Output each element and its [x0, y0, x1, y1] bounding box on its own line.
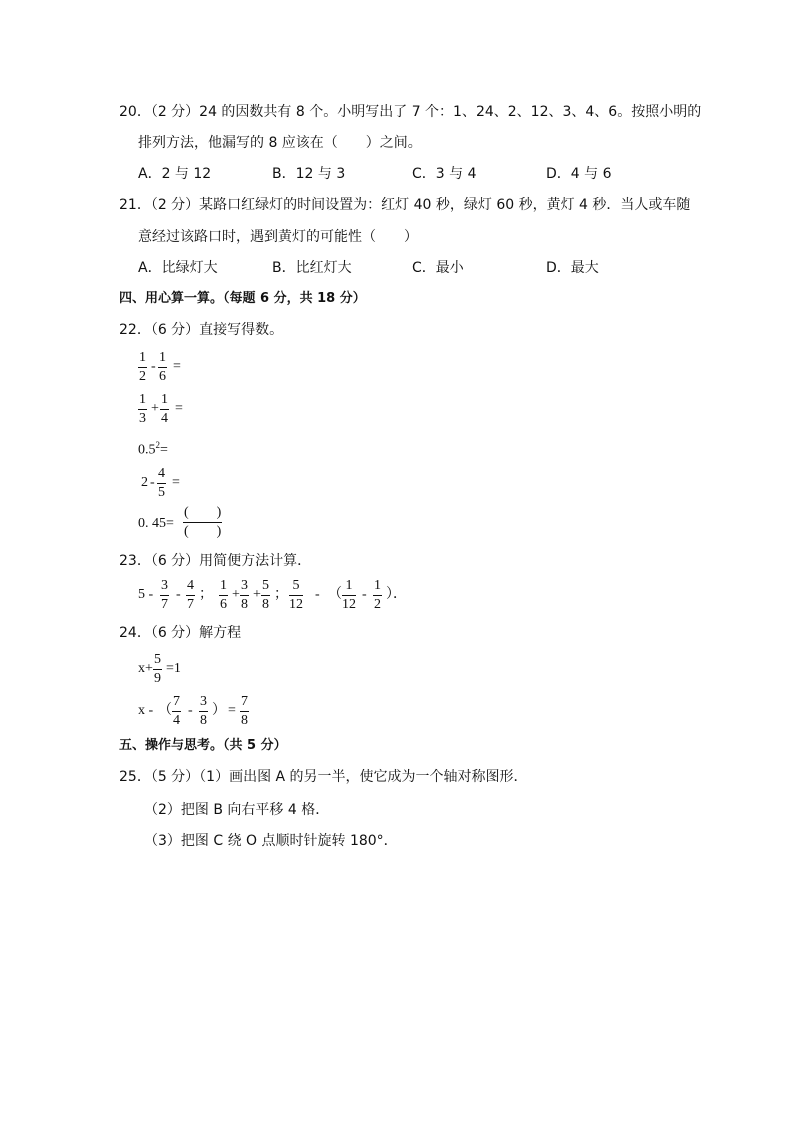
- q20-option-c: C．3 与 4: [412, 166, 477, 182]
- fraction: $\frac{5}{9}$: [154, 652, 161, 686]
- fraction: $\frac{1}{3}$: [139, 392, 146, 426]
- q21-option-d: D．最大: [546, 260, 599, 276]
- section5-title: 五、操作与思考。（共 5 分）: [119, 738, 287, 753]
- q25-line2: （2）把图 B 向右平移 4 格．: [144, 802, 330, 818]
- q20-option-a: A．2 与 12: [138, 166, 212, 182]
- q21-option-b: B．比红灯大: [272, 260, 352, 276]
- fraction: $\frac{7}{4}$: [173, 694, 180, 728]
- fraction: $\frac{7}{8}$: [241, 694, 248, 728]
- q21-line2: 意经过该路口时，遇到黄灯的可能性（ ）: [138, 229, 418, 245]
- section4-title: 四、用心算一算。（每题 6 分，共 18 分）: [119, 291, 366, 306]
- fraction: $\frac{4}{7}$: [187, 578, 194, 612]
- fraction: $\frac{1}{6}$: [220, 578, 227, 612]
- q21-option-c: C．最小: [412, 260, 464, 276]
- q20-line1: 20．（2 分）24 的因数共有 8 个。小明写出了 7 个：1、24、2、12、3、4、6。按照小明的: [119, 104, 702, 120]
- fraction: $\frac{5}{8}$: [262, 578, 269, 612]
- q25-line3: （3）把图 C 绕 O 点顺时针旋转 180°．: [144, 833, 398, 849]
- q21-option-a: A．比绿灯大: [138, 260, 218, 276]
- q22-title: 22．（6 分）直接写得数。: [119, 322, 284, 338]
- q24-title: 24．（6 分）解方程: [119, 625, 242, 641]
- fraction: $\frac{3}{8}$: [241, 578, 248, 612]
- fraction: $\frac{3}{8}$: [200, 694, 207, 728]
- fraction: $\frac{3}{7}$: [161, 578, 168, 612]
- fraction: $\frac{1}{4}$: [161, 392, 168, 426]
- q20-option-b: B．12 与 3: [272, 166, 346, 182]
- fraction: $\frac{5}{12}$: [289, 578, 303, 612]
- q20-line2: 排列方法，他漏写的 8 应该在（ ）之间。: [138, 135, 422, 151]
- q23-title: 23．（6 分）用简便方法计算．: [119, 553, 312, 569]
- q20-option-d: D．4 与 6: [546, 166, 612, 182]
- fraction: $\frac{1}{12}$: [342, 578, 356, 612]
- q25-line1: 25．（5 分）（1）画出图 A 的另一半，使它成为一个轴对称图形．: [119, 769, 528, 785]
- fraction: ( ) ( ): [184, 505, 222, 539]
- q21-line1: 21．（2 分）某路口红绿灯的时间设置为：红灯 40 秒，绿灯 60 秒，黄灯 4 秒．当人或车随: [119, 197, 691, 213]
- fraction: $\frac{1}{6}$: [159, 350, 166, 384]
- fraction: $\frac{1}{2}$: [374, 578, 381, 612]
- fraction: $\frac{1}{2}$: [139, 350, 146, 384]
- fraction: $\frac{4}{5}$: [158, 466, 165, 500]
